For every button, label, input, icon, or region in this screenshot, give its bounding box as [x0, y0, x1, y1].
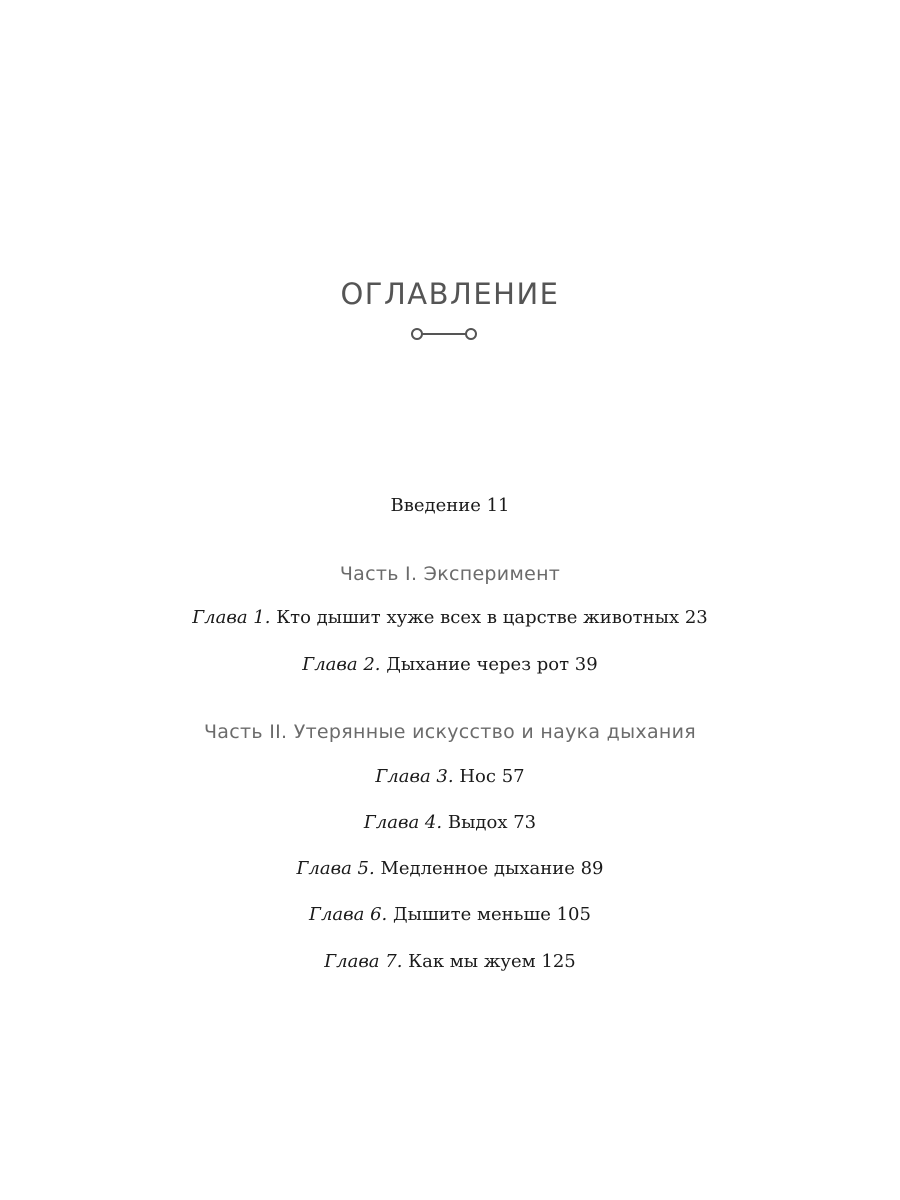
- page-number: 39: [574, 654, 598, 675]
- toc-entry-intro[interactable]: [0, 493, 900, 519]
- toc-entry-chapter-2[interactable]: [0, 652, 900, 678]
- chapter-title: Дышите меньше: [392, 904, 551, 925]
- chapter-label: Глава 5.: [296, 858, 375, 879]
- chapter-title: Кто дышит хуже всех в царстве животных: [276, 607, 680, 628]
- page-number: 11: [486, 495, 510, 516]
- chapter-title: Медленное дыхание: [380, 858, 575, 879]
- intro-title: Введение: [390, 495, 481, 516]
- toc-entry-chapter-5[interactable]: [0, 856, 900, 882]
- toc-entry-chapter-6[interactable]: [0, 902, 900, 928]
- page-number: 57: [501, 766, 525, 787]
- chapter-label: Глава 1.: [192, 607, 271, 628]
- chapter-label: Глава 2.: [302, 654, 381, 675]
- chapter-title: Как мы жуем: [408, 951, 536, 972]
- toc-entry-chapter-1[interactable]: [0, 605, 900, 631]
- page-number: 73: [513, 812, 537, 833]
- chapter-title: Выдох: [447, 812, 508, 833]
- circle-line-circle-ornament-icon: [408, 325, 480, 343]
- chapter-label: Глава 7.: [324, 951, 403, 972]
- chapter-label: Глава 6.: [309, 904, 388, 925]
- page-title: ОГЛАВЛЕНИЕ: [340, 277, 560, 311]
- chapter-title: Нос: [459, 766, 496, 787]
- part-heading-1[interactable]: Часть I. Эксперимент: [339, 563, 561, 585]
- page-number: 105: [556, 904, 591, 925]
- page-number: 23: [684, 607, 708, 628]
- chapter-label: Глава 4.: [363, 812, 443, 833]
- toc-entry-chapter-7[interactable]: [0, 949, 900, 975]
- page-number: 89: [580, 858, 604, 879]
- chapter-label: Глава 3.: [375, 766, 454, 787]
- page-number: 125: [541, 951, 576, 972]
- part-heading-2[interactable]: Часть II. Утерянные искусство и наука дыхания: [203, 721, 697, 743]
- chapter-title: Дыхание через рот: [386, 654, 570, 675]
- toc-entry-chapter-4[interactable]: [0, 810, 900, 836]
- toc-entry-chapter-3[interactable]: [0, 764, 900, 790]
